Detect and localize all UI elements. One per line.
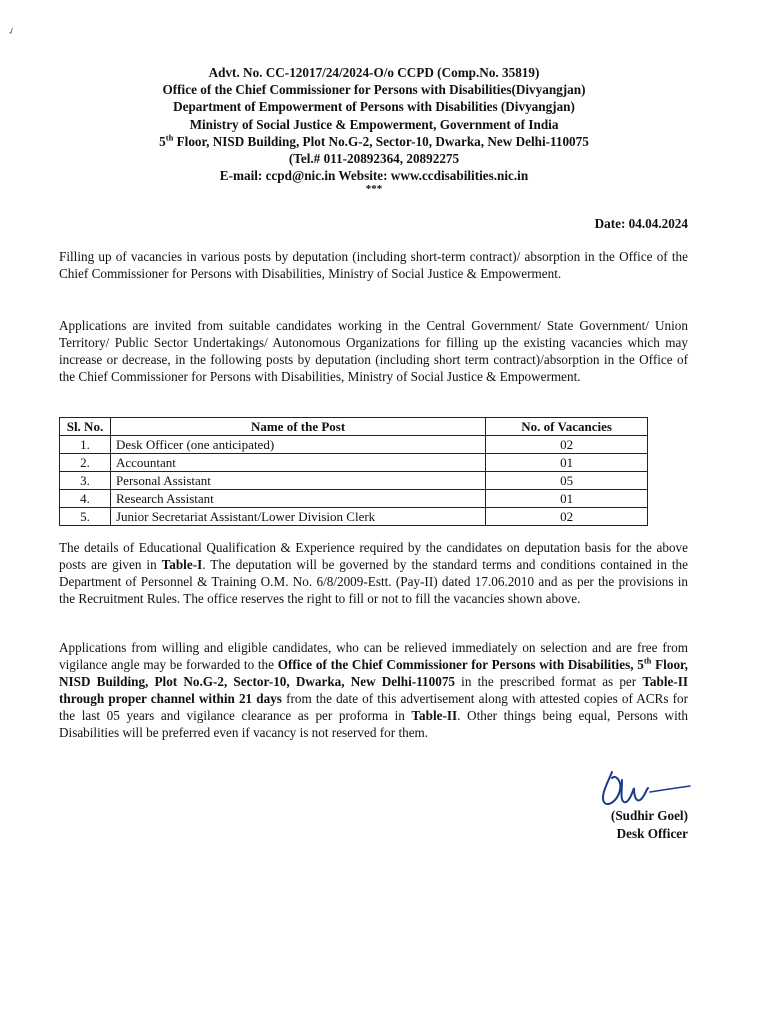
letterhead [60, 64, 688, 194]
col-header-sl-no: Sl. No. [60, 418, 111, 436]
vacancy-count-cell: 02 [486, 436, 648, 454]
post-name-cell: Personal Assistant [110, 472, 485, 490]
post-name-cell: Research Assistant [110, 490, 485, 508]
sl-no-cell: 2. [60, 454, 111, 472]
separator-stars: *** [365, 183, 383, 196]
office-address: 5th Floor, NISD Building, Plot No.G-2, Sector-10, Dwarka, New Delhi-110075 [159, 132, 589, 149]
advt-number: Advt. No. CC-12017/24/2024-O/o CCPD (Comp.No. 35819) [208, 65, 540, 80]
post-name-cell: Desk Officer (one anticipated) [110, 436, 485, 454]
vacancy-table [59, 417, 648, 526]
subject-paragraph: Filling up of vacancies in various posts by deputation (including short-term contract)/ absorption in the Office of the Chief Commissioner for Persons with Disabilities, Ministry of Social Justice & Empowerment. [59, 249, 688, 281]
table-row [60, 454, 648, 472]
ministry-name: Ministry of Social Justice & Empowerment, Government of India [189, 116, 559, 132]
vacancy-count-cell: 05 [486, 472, 648, 490]
sl-no-cell: 3. [60, 472, 111, 490]
department-name: Department of Empowerment of Persons with Disabilities (Divyangjan) [173, 99, 575, 115]
application-paragraph: Applications from willing and eligible candidates, who can be relieved immediately on selection and are free from vigilance angle may be forwarded to the Office of the Chief Commissioner for Persons with Disabilities, 5th Floor, NISD Building, Plot No.G-2, Sector-10, Dwarka, New Delhi-110075 in the prescribed format as per Table-II through proper channel within 21 days from the date of this advertisement along with attested copies of ACRs for the last 05 years and vigilance clearance as per proforma in Table-II. Other things being equal, Persons with Disabilities will be preferred even if vacancy is not reserved for them. [59, 640, 688, 740]
vacancy-count-cell: 01 [486, 454, 648, 472]
email-website: E-mail: ccpd@nic.in Website: www.ccdisabilities.nic.in [219, 168, 529, 184]
table-row [60, 508, 648, 526]
signatory-designation: Desk Officer [616, 826, 688, 841]
qualification-paragraph: The details of Educational Qualification & Experience required by the candidates on deputation basis for the above posts are given in Table-I. The deputation will be governed by the standard terms and conditions contained in the Department of Personnel & Training O.M. No. 6/8/2009-Estt. (Pay-II) dated 17.06.2010 and as per the provisions in the Recruitment Rules. The office reserves the right to fill or not to fill the vacancies shown above. [59, 540, 688, 606]
invitation-paragraph: Applications are invited from suitable candidates working in the Central Government/ State Government/ Union Territory/ Public Sector Undertakings/ Autonomous Organizations for filling up the existing vacancies which may increase or decrease, in the following posts by deputation (including short term contract)/absorption in the Office of the Chief Commissioner for Persons with Disabilities, Ministry of Social Justice & Empowerment. [59, 318, 688, 384]
table-row [60, 472, 648, 490]
post-name-cell: Accountant [110, 454, 485, 472]
col-header-vacancies: No. of Vacancies [486, 418, 648, 436]
table-header-row [60, 418, 648, 436]
sl-no-cell: 4. [60, 490, 111, 508]
sl-no-cell: 5. [60, 508, 111, 526]
vacancy-count-cell: 01 [486, 490, 648, 508]
office-name: Office of the Chief Commissioner for Persons with Disabilities(Divyangjan) [162, 82, 586, 98]
signatory-block [611, 807, 688, 843]
table-row [60, 436, 648, 454]
table-row [60, 490, 648, 508]
telephone: (Tel.# 011-20892364, 20892275 [288, 151, 460, 167]
col-header-post-name: Name of the Post [110, 418, 485, 436]
sl-no-cell: 1. [60, 436, 111, 454]
post-name-cell: Junior Secretariat Assistant/Lower Division Clerk [110, 508, 485, 526]
scan-mark: ✓ [6, 25, 17, 38]
date: Date: 04.04.2024 [594, 216, 688, 231]
vacancy-count-cell: 02 [486, 508, 648, 526]
signatory-name: (Sudhir Goel) [610, 808, 688, 823]
